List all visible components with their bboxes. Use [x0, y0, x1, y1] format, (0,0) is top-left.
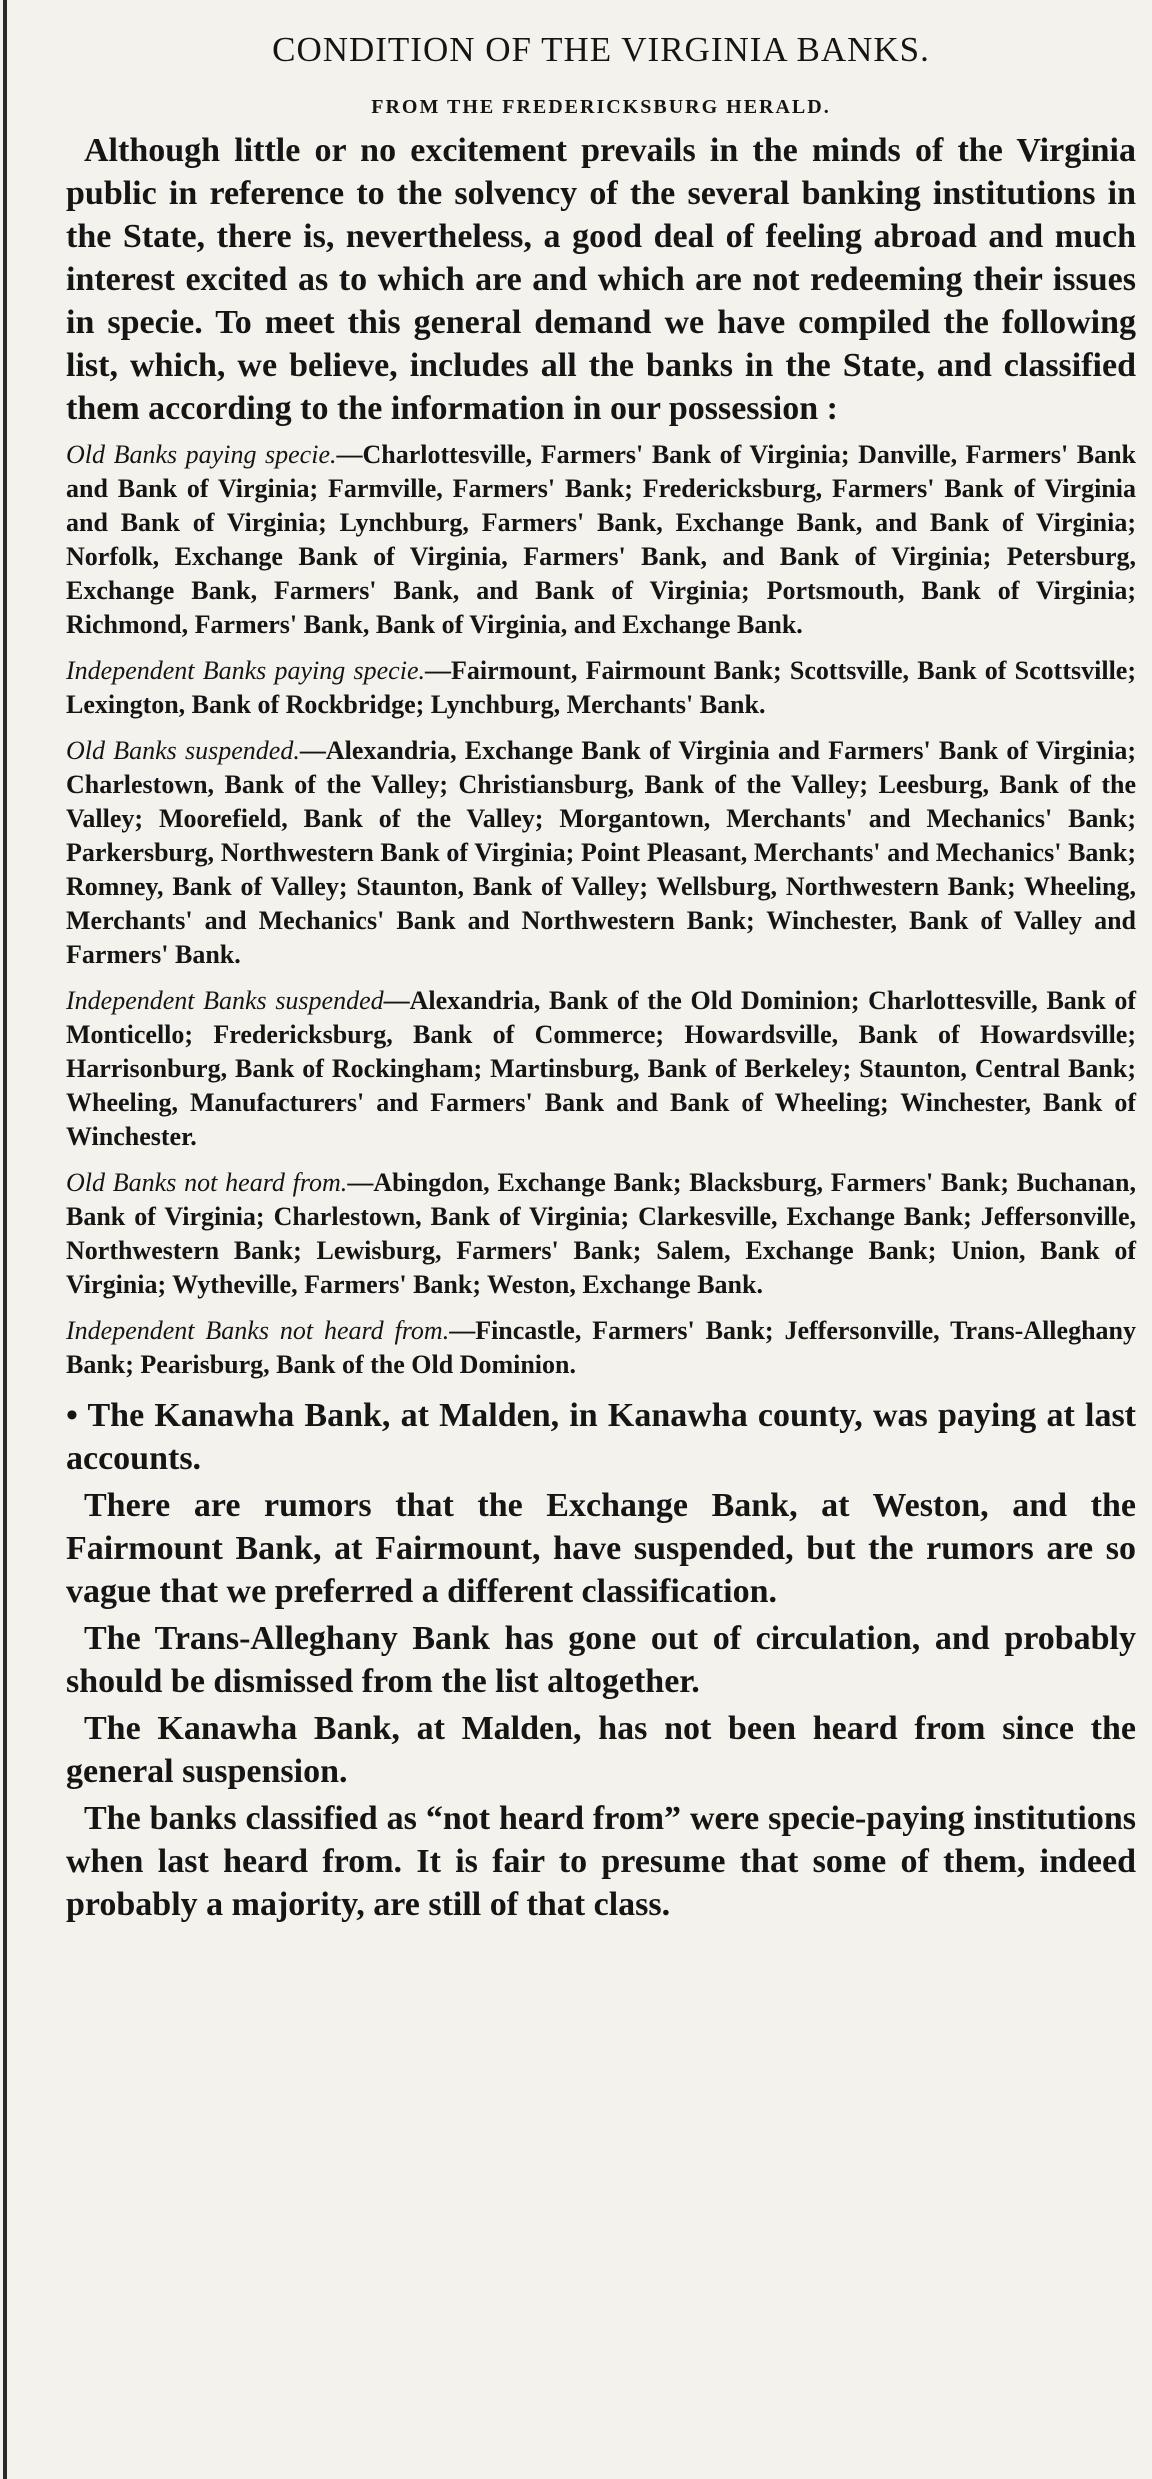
category-independent-banks-not-heard	[66, 1314, 1136, 1382]
paragraph-kanawha-paying: • The Kanawha Bank, at Malden, in Kanawha county, was paying at last accounts.	[66, 1397, 1136, 1477]
category-independent-banks-paying	[66, 654, 1136, 722]
category-label: Independent Banks paying specie.	[66, 656, 425, 685]
category-text: —Fairmount, Fairmount Bank; Scottsville, Bank of Scottsville; Lexington, Bank of Rockbridge; Lynchburg, Merchants' Bank.	[66, 656, 1136, 719]
paragraph-classification-note: The banks classified as “not heard from” were specie-paying institutions when last heard from. It is fair to presume that some of them, indeed probably a majority, are still of that class.	[66, 1800, 1136, 1923]
article-source: FROM THE FREDERICKSBURG HERALD.	[371, 96, 831, 118]
category-label: Independent Banks not heard from.	[66, 1316, 450, 1345]
paragraph-kanawha-not-heard: The Kanawha Bank, at Malden, has not been heard from since the general suspension.	[66, 1710, 1136, 1790]
intro-paragraph: Although little or no excitement prevails in the minds of the Virginia public in reference to the solvency of the several banking institutions in the State, there is, nevertheless, a good deal of feeling abroad and much interest excited as to which are and which are not redeeming their issues in specie. To meet this general demand we have compiled the following list, which, we believe, includes all the banks in the State, and classified them according to the information in our possession :	[66, 132, 1136, 427]
category-independent-banks-suspended	[66, 984, 1136, 1154]
paragraph-trans-alleghany: The Trans-Alleghany Bank has gone out of circulation, and probably should be dismissed from the list altogether.	[66, 1620, 1136, 1700]
article-title: CONDITION OF THE VIRGINIA BANKS.	[272, 30, 930, 69]
category-label: Independent Banks suspended	[66, 986, 384, 1015]
article-column	[66, 22, 1136, 1930]
category-text: —Abingdon, Exchange Bank; Blacksburg, Farmers' Bank; Buchanan, Bank of Virginia; Charlestown, Bank of Virginia; Clarkesville, Exchange Bank; Jeffersonville, Northwestern Bank; Lewisburg, Farmers' Bank; Salem, Exchange Bank; Union, Bank of Virginia; Wytheville, Farmers' Bank; Weston, Exchange Bank.	[66, 1168, 1136, 1299]
category-text: —Alexandria, Bank of the Old Dominion; Charlottesville, Bank of Monticello; Fredericksburg, Bank of Commerce; Howardsville, Bank of Howardsville; Harrisonburg, Bank of Rockingham; Martinsburg, Bank of Berkeley; Staunton, Central Bank; Wheeling, Manufacturers' and Farmers' Bank and Bank of Wheeling; Winchester, Bank of Winchester.	[66, 986, 1137, 1151]
category-text: —Fincastle, Farmers' Bank; Jeffersonville, Trans-Alleghany Bank; Pearisburg, Bank of the Old Dominion.	[66, 1316, 1136, 1379]
category-old-banks-paying	[66, 438, 1136, 642]
category-label: Old Banks paying specie.	[66, 440, 337, 469]
category-old-banks-suspended	[66, 734, 1136, 972]
category-text: —Charlottesville, Farmers' Bank of Virginia; Danville, Farmers' Bank and Bank of Virginia; Farmville, Farmers' Bank; Fredericksburg, Farmers' Bank of Virginia and Bank of Virginia; Lynchburg, Farmers' Bank, Exchange Bank, and Bank of Virginia; Norfolk, Exchange Bank of Virginia, Farmers' Bank, and Bank of Virginia; Petersburg, Exchange Bank, Farmers' Bank, and Bank of Virginia; Portsmouth, Bank of Virginia; Richmond, Farmers' Bank, Bank of Virginia, and Exchange Bank.	[66, 440, 1137, 639]
paragraph-rumors: There are rumors that the Exchange Bank, at Weston, and the Fairmount Bank, at Fairmount, have suspended, but the rumors are so vague that we preferred a different classification.	[66, 1487, 1136, 1610]
category-text: —Alexandria, Exchange Bank of Virginia and Farmers' Bank of Virginia; Charlestown, Bank of the Valley; Christiansburg, Bank of the Valley; Leesburg, Bank of the Valley; Moorefield, Bank of the Valley; Morgantown, Merchants' and Mechanics' Bank; Parkersburg, Northwestern Bank of Virginia; Point Pleasant, Merchants' and Mechanics' Bank; Romney, Bank of Valley; Staunton, Bank of Valley; Wellsburg, Northwestern Bank; Wheeling, Merchants' and Mechanics' Bank and Northwestern Bank; Winchester, Bank of Valley and Farmers' Bank.	[66, 736, 1137, 969]
category-label: Old Banks not heard from.	[66, 1168, 348, 1197]
category-label: Old Banks suspended.	[66, 736, 300, 765]
category-old-banks-not-heard	[66, 1166, 1136, 1302]
column-rule	[3, 0, 7, 2479]
